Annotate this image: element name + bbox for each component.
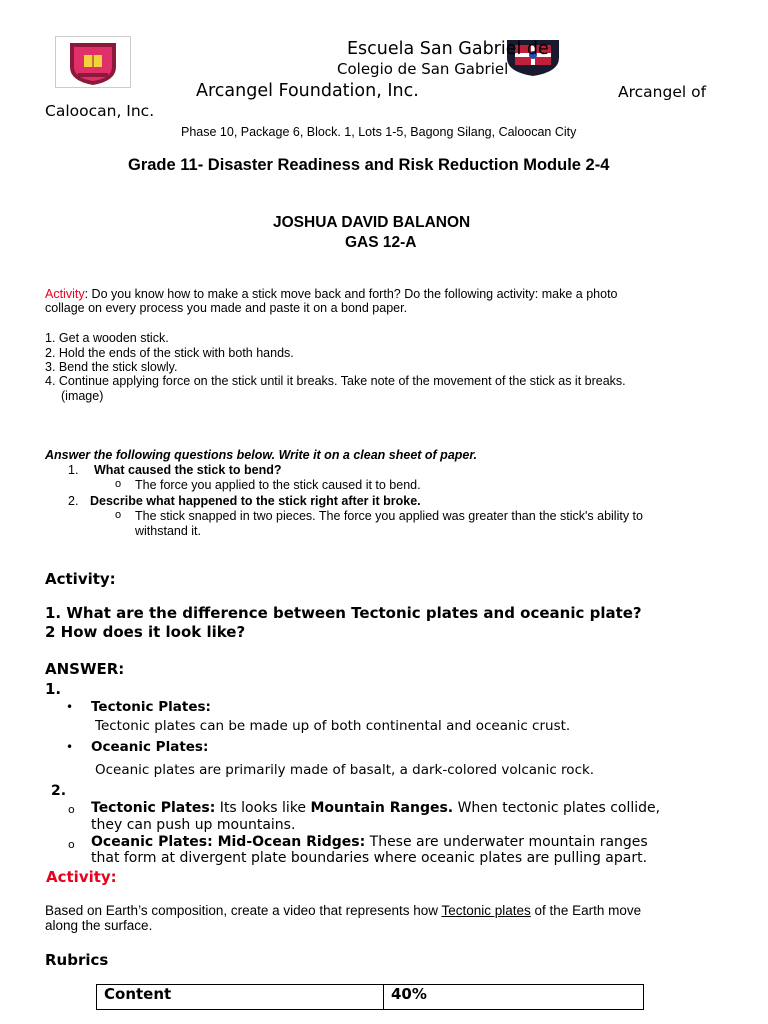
sub-bullet-icon: o [115,509,122,521]
activity1-intro [45,287,618,301]
table-row [97,985,644,1010]
activity3-text-line2: along the surface. [45,918,153,933]
tectonic-appearance-bold: Mountain Ranges. [310,800,454,816]
o-bullet-icon: o [68,803,75,816]
bullet-icon: • [66,700,74,714]
activity3-label: Activity: [46,868,117,886]
answer-number-1: 1. [45,680,62,698]
school-name-line2: Colegio de San Gabriel [337,60,509,78]
rubrics-label: Rubrics [45,951,109,969]
foundation-name: Arcangel Foundation, Inc. [196,81,419,101]
bullet-icon: • [66,740,74,754]
activity2-question-1: 1. What are the difference between Tectonic plates and oceanic plate? [45,604,642,622]
tectonic-appearance-rest: When tectonic plates collide, [453,800,661,816]
tectonic-appearance-mid: Its looks like [215,800,311,816]
step-2: 2. Hold the ends of the stick with both hands. [45,346,294,360]
sub-bullet-icon: o [115,478,122,490]
question-2-number: 2. [68,494,79,508]
oceanic-appearance-title: Oceanic Plates: Mid-Ocean Ridges: [91,834,366,850]
question-2-text: Describe what happened to the stick right after it broke. [90,494,421,508]
answer-label: ANSWER: [45,660,125,678]
oceanic-title: Oceanic Plates: [91,739,209,755]
activity3-text-post: of the Earth move [530,903,642,918]
answer-number-2: 2. [51,783,67,799]
school-name-line1: Escuela San Gabriel de [347,39,549,59]
activity1-text-line1: : Do you know how to make a stick move back and forth? Do the following activity: make a photo [84,287,618,301]
question-1-text: What caused the stick to bend? [94,463,282,477]
activity2-label: Activity: [45,570,116,588]
activity2-question-2: 2 How does it look like? [45,623,246,641]
school-logo-left [55,36,131,88]
o-bullet-icon: o [68,838,75,851]
tectonic-appearance-line1 [91,800,660,816]
step-4: 4. Continue applying force on the stick until it breaks. Take note of the movement of the stick as it breaks. [45,374,626,388]
answer-2-text-line1: The stick snapped in two pieces. The force you applied was greater than the stick's ability to [135,509,643,523]
activity1-text-line2: collage on every process you made and paste it on a bond paper. [45,301,408,315]
header-right-text: Arcangel of [618,83,707,101]
tectonic-appearance-title: Tectonic Plates: [91,800,216,816]
tectonic-plates-link[interactable]: Tectonic plates [441,903,531,918]
oceanic-appearance-line1 [91,834,648,850]
tectonic-title: Tectonic Plates: [91,699,211,715]
answer-1-text: The force you applied to the stick caused it to bend. [135,478,421,492]
rubric-criterion: Content [97,985,384,1010]
student-name: JOSHUA DAVID BALANON [273,214,471,231]
module-title: Grade 11- Disaster Readiness and Risk Reduction Module 2-4 [128,156,610,174]
step-1: 1. Get a wooden stick. [45,331,169,345]
oceanic-appearance-rest: These are underwater mountain ranges [365,834,648,850]
question-1-number: 1. [68,463,79,477]
questions-instruction: Answer the following questions below. Write it on a clean sheet of paper. [45,448,478,462]
caloocan-text: Caloocan, Inc. [45,102,155,120]
rubrics-table [96,984,644,1010]
student-section: GAS 12-A [345,234,417,251]
rubric-weight: 40% [384,985,644,1010]
activity3-text-line1 [45,903,641,918]
oceanic-text: Oceanic plates are primarily made of basalt, a dark-colored volcanic rock. [95,762,595,778]
answer-2-text-line2: withstand it. [135,524,202,538]
tectonic-text: Tectonic plates can be made up of both continental and oceanic crust. [95,718,571,734]
tectonic-appearance-line2: they can push up mountains. [91,817,296,833]
activity3-text-pre: Based on Earth’s composition, create a video that represents how [45,903,442,918]
oceanic-appearance-line2: that form at divergent plate boundaries where oceanic plates are pulling apart. [91,850,648,866]
image-note: (image) [61,389,104,403]
step-3: 3. Bend the stick slowly. [45,360,178,374]
activity1-label: Activity [45,287,85,301]
school-address: Phase 10, Package 6, Block. 1, Lots 1-5, Bagong Silang, Caloocan City [181,125,577,139]
